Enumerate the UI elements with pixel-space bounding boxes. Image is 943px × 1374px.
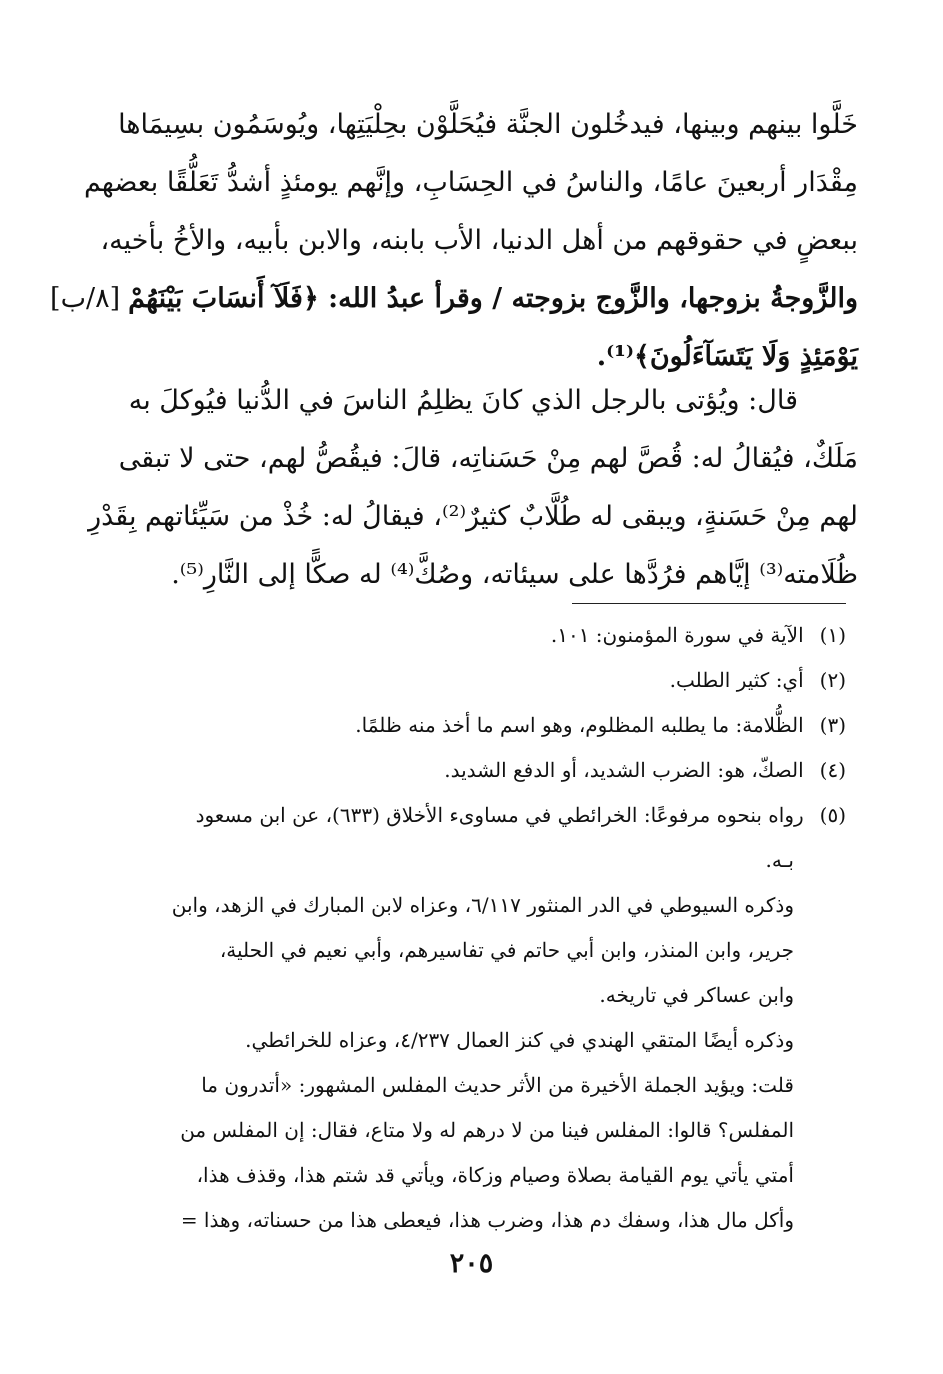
footnote-item <box>101 748 846 793</box>
footnote-number: (٤) <box>819 758 846 782</box>
footnote-continuation: أمتي يأتي يوم القيامة بصلاة وصيام وزكاة، ويأتي قد شتم هذا، وقذف هذا، <box>196 1163 794 1187</box>
footnote-continuation: وذكره السيوطي في الدر المنثور ٦/١١٧، وعزاه لابن المبارك في الزهد، وابن <box>171 893 794 917</box>
footnote-text: الصكّ، هو: الضرب الشديد، أو الدفع الشديد. <box>444 758 804 782</box>
footnote-continuation: جرير، وابن المنذر، وابن أبي حاتم في تفاسيرهم، وأبي نعيم في الحلية، <box>219 938 794 962</box>
footnote-text: أي: كثير الطلب. <box>669 668 804 692</box>
footnote-continuation: وأكل مال هذا، وسفك دم هذا، وضرب هذا، فيعطى هذا من حسناته، وهذا = <box>180 1208 794 1232</box>
footnote-text: الظُّلامة: ما يطلبه المظلوم، وهو اسم ما أخذ منه ظلمًا. <box>355 713 804 737</box>
footnote-continuation: وذكره أيضًا المتقي الهندي في كنز العمال ٤/٢٣٧، وعزاه للخرائطي. <box>245 1028 794 1052</box>
main-paragraph-2 <box>68 372 858 604</box>
footnote-item <box>101 793 846 838</box>
footnote-number: (٥) <box>819 803 846 827</box>
page-number: ٢٠٥ <box>449 1248 494 1279</box>
footnote-number: (١) <box>819 623 846 647</box>
footnote-continuation: بـه. <box>765 848 794 872</box>
footnotes <box>101 613 846 1243</box>
main-line: قال: ويُؤتى بالرجل الذي كانَ يظلِمُ الناسَ في الدُّنيا فيُوكلَ به <box>128 385 798 416</box>
main-paragraph-1 <box>50 96 858 386</box>
quran-verse-end: يَوْمَئِذٍ وَلَا يَتَسَآءَلُونَ﴾⁽¹⁾. <box>596 341 858 372</box>
main-line: ببعضٍ في حقوقهم من أهل الدنيا، الأب بابنه، والابن بأبيه، والأخُ بأخيه، <box>100 225 858 256</box>
footnote-continuation: المفلس؟ قالوا: المفلس فينا من لا درهم له ولا متاع، فقال: إن المفلس من <box>180 1118 794 1142</box>
footnote-text: رواه بنحوه مرفوعًا: الخرائطي في مساوىء الأخلاق (٦٣٣)، عن ابن مسعود <box>195 803 804 827</box>
main-line-with-marker <box>50 270 858 328</box>
footnote-number: (٢) <box>819 668 846 692</box>
footnote-item <box>101 613 846 658</box>
footnote-item <box>101 658 846 703</box>
footnote-item <box>101 703 846 748</box>
main-line: لهم مِنْ حَسَنةٍ، ويبقى له طُلَّابٌ كثيرٌ⁽²⁾، فيقالُ له: خُذْ من سَيِّئاتهم بِقَدْرِ <box>88 501 858 532</box>
main-line: خَلَّوا بينهم وبينها، فيدخُلون الجنَّة فيُحَلَّوْن بحِلْيَتِها، ويُوسَمُون بسِيمَاها <box>118 109 858 140</box>
footnote-continuation: وابن عساكر في تاريخه. <box>599 983 794 1007</box>
footnote-text: الآية في سورة المؤمنون: ١٠١. <box>550 623 804 647</box>
quran-verse-start: والزَّوجةُ بزوجها، والزَّوج بزوجته / وقرأ عبدُ الله: ﴿فَلَآ أَنسَابَ بَيْنَهُمْ <box>128 283 858 314</box>
footnote-continuation: قلت: ويؤيد الجملة الأخيرة من الأثر حديث المفلس المشهور: «أتدرون ما <box>201 1073 794 1097</box>
footnote-separator <box>572 603 846 604</box>
main-line: ظُلَامته⁽³⁾ إيَّاهم فرُدَّها على سيئاته، وصُكَّ⁽⁴⁾ له صكًّا إلى النَّارِ⁽⁵⁾. <box>171 559 858 590</box>
footnote-number: (٣) <box>819 713 846 737</box>
folio-marker: [٨/ب] <box>50 283 121 314</box>
main-line: مِقْدَار أربعينَ عامًا، والناسُ في الحِسَابِ، وإنَّهم يومئذٍ أشدُّ تَعَلُّقًا بعضهم <box>83 167 858 198</box>
main-line: مَلَكٌ، فيُقالُ له: قُصَّ لهم مِنْ حَسَناتِه، قالَ: فيقُصُّ لهم، حتى لا تبقى <box>118 443 858 474</box>
